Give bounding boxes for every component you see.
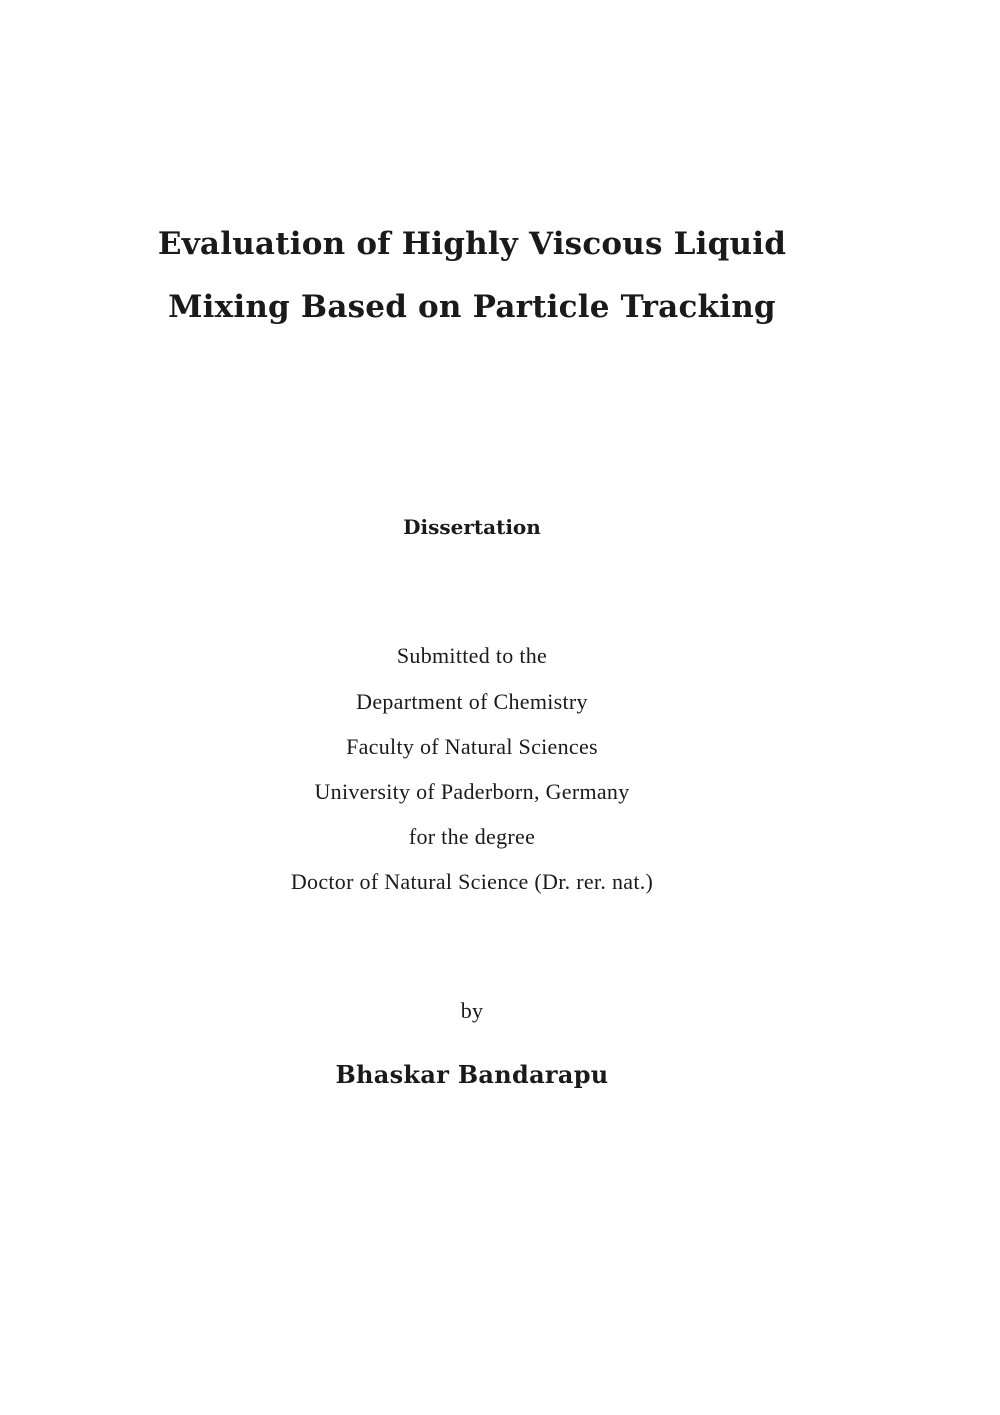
faculty-line: Faculty of Natural Sciences (346, 734, 598, 759)
department-line: Department of Chemistry (356, 689, 588, 714)
author-name: Bhaskar Bandarapu (335, 1060, 609, 1089)
submitted-to-line: Submitted to the (396, 643, 548, 668)
by-label: by (460, 998, 484, 1023)
title-line-2: Mixing Based on Particle Tracking (168, 289, 776, 325)
degree-intro-line: for the degree (408, 824, 536, 849)
title-line-1: Evaluation of Highly Viscous Liquid (157, 226, 787, 262)
document-type: Dissertation (403, 515, 541, 539)
university-line: University of Paderborn, Germany (314, 779, 630, 804)
degree-line: Doctor of Natural Science (Dr. rer. nat.) (290, 869, 654, 894)
